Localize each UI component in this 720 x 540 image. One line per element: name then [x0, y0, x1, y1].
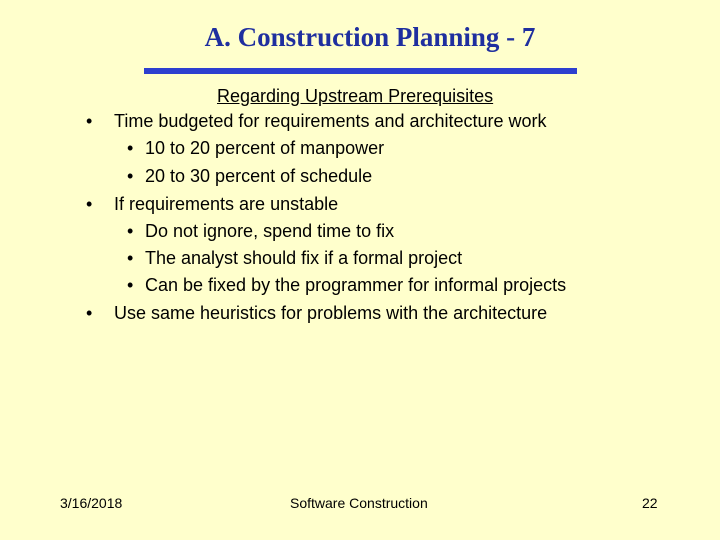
bullet-dot: • [86, 194, 93, 214]
bullet-dot: • [127, 166, 134, 186]
bullet-text: Time budgeted for requirements and architecture work [114, 111, 547, 131]
bullet-text: If requirements are unstable [114, 194, 339, 214]
title-underline-rule [144, 68, 577, 74]
bullet-dot: • [127, 138, 134, 158]
slide-title: A. Construction Planning - 7 [204, 22, 536, 52]
bullet-dot: • [127, 221, 134, 241]
bullet-dot: • [127, 248, 134, 268]
bullet-dot: • [127, 275, 134, 295]
bullet-text: 20 to 30 percent of schedule [145, 166, 373, 186]
footer-course-title: Software Construction [290, 495, 428, 511]
bullet-text: The analyst should fix if a formal project [145, 248, 463, 268]
footer-page-number: 22 [642, 495, 658, 511]
bullet-text: 10 to 20 percent of manpower [145, 138, 385, 158]
bullet-dot: • [86, 111, 93, 131]
bullet-dot: • [86, 303, 93, 323]
slide-subtitle: Regarding Upstream Prerequisites [217, 86, 494, 106]
footer-date: 3/16/2018 [60, 495, 123, 511]
bullet-text: Use same heuristics for problems with the architecture [114, 303, 548, 323]
bullet-text: Do not ignore, spend time to fix [145, 221, 395, 241]
bullet-text: Can be fixed by the programmer for informal projects [145, 275, 567, 295]
